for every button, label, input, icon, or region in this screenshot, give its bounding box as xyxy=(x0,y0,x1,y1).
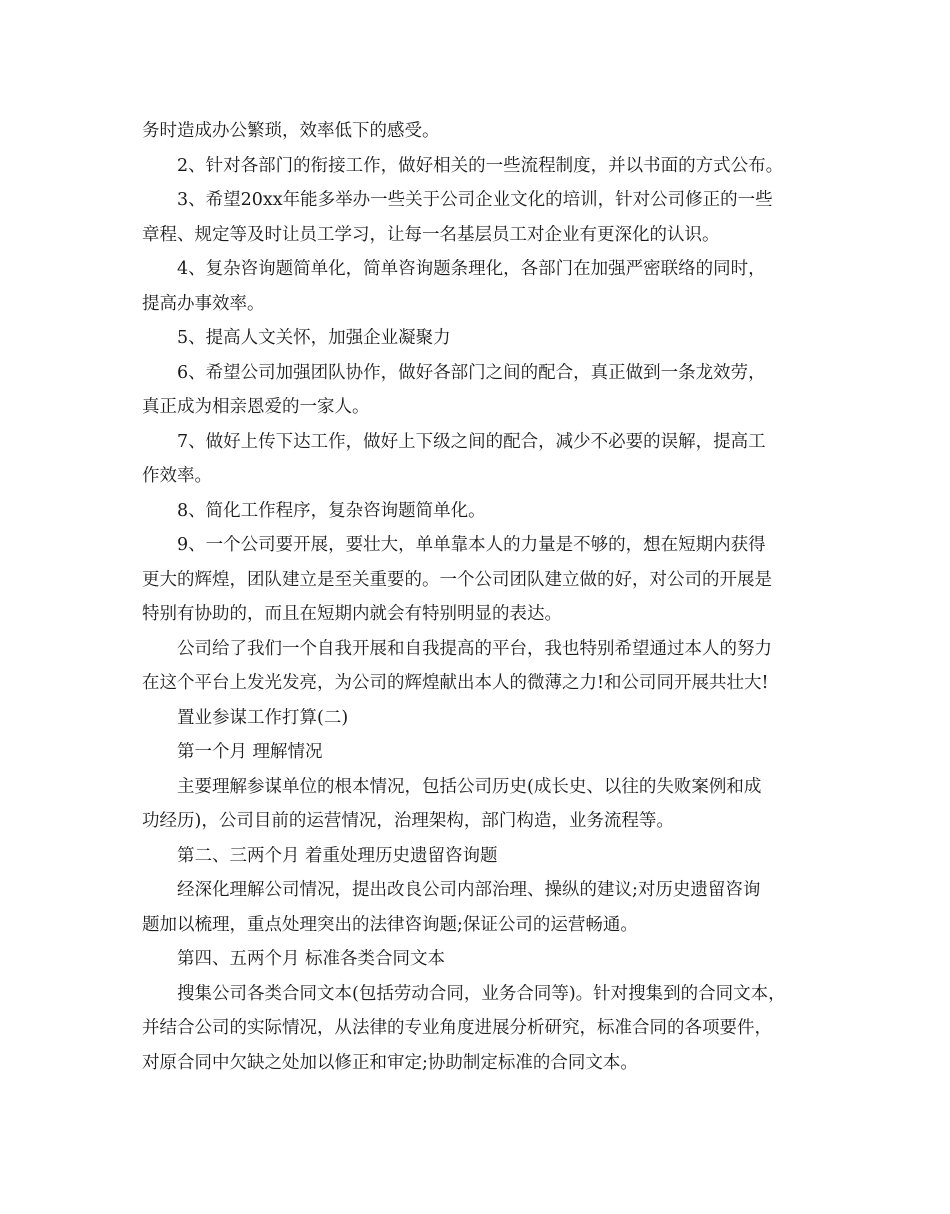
section-heading: 第二、三两个月 着重处理历史遗留咨询题 xyxy=(177,845,498,866)
paragraph-line: 7、做好上传下达工作，做好上下级之间的配合，减少不必要的误解，提高工 xyxy=(177,431,766,452)
paragraph-line: 公司给了我们一个自我开展和自我提高的平台，我也特别希望通过本人的努力 xyxy=(177,638,772,659)
paragraph-line: 题加以梳理，重点处理突出的法律咨询题;保证公司的运营畅通。 xyxy=(142,914,638,935)
paragraph-line: 5、提高人文关怀，加强企业凝聚力 xyxy=(177,328,451,348)
paragraph-line: 经深化理解公司情况，提出改良公司内部治理、操纵的建议;对历史遗留咨询 xyxy=(177,880,761,900)
section-heading: 第一个月 理解情况 xyxy=(177,742,323,762)
paragraph-line: 并结合公司的实际情况，从法律的专业角度进展分析研究，标准合同的各项要件， xyxy=(142,1018,772,1038)
paragraph-line: 特别有协助的，而且在短期内就会有特别明显的表达。 xyxy=(142,604,562,624)
paragraph-line: 更大的辉煌，团队建立是至关重要的。一个公司团队建立做的好，对公司的开展是 xyxy=(142,569,772,590)
paragraph-line: 4、复杂咨询题简单化，简单咨询题条理化，各部门在加强严密联络的同时， xyxy=(177,259,766,279)
paragraph-line: 作效率。 xyxy=(142,466,212,486)
paragraph-line: 3、希望20xx年能多举办一些关于公司企业文化的培训，针对公司修正的一些 xyxy=(177,190,773,210)
paragraph-line: 主要理解参谋单位的根本情况，包括公司历史(成长史、以往的失败案例和成 xyxy=(177,776,762,797)
paragraph-line: 功经历)，公司目前的运营情况，治理架构，部门构造，业务流程等。 xyxy=(142,811,674,831)
section-heading: 第四、五两个月 标准各类合同文本 xyxy=(177,949,446,969)
paragraph-line: 对原合同中欠缺之处加以修正和审定;协助制定标准的合同文本。 xyxy=(142,1052,638,1073)
paragraph-line: 在这个平台上发光发亮，为公司的辉煌献出本人的微薄之力!和公司同开展共壮大! xyxy=(142,673,769,693)
paragraph-line: 搜集公司各类合同文本(包括劳动合同，业务合同等)。针对搜集到的合同文本， xyxy=(177,983,786,1004)
paragraph-line: 提高办事效率。 xyxy=(142,293,265,314)
paragraph-line: 6、希望公司加强团队协作，做好各部门之间的配合，真正做到一条龙效劳， xyxy=(177,362,766,383)
paragraph-line: 真正成为相亲恩爱的一家人。 xyxy=(142,397,370,417)
paragraph-line: 章程、规定等及时让员工学习，让每一名基层员工对企业有更深化的认识。 xyxy=(142,224,720,245)
paragraph-line: 8、简化工作程序，复杂咨询题简单化。 xyxy=(177,500,486,521)
paragraph-line: 9、一个公司要开展，要壮大，单单靠本人的力量是不够的，想在短期内获得 xyxy=(177,535,766,555)
document-body xyxy=(142,114,822,1080)
section-heading: 置业参谋工作打算(二) xyxy=(177,707,349,728)
paragraph-line: 2、针对各部门的衔接工作，做好相关的一些流程制度，并以书面的方式公布。 xyxy=(177,155,784,176)
paragraph-line: 务时造成办公繁琐，效率低下的感受。 xyxy=(142,121,440,141)
